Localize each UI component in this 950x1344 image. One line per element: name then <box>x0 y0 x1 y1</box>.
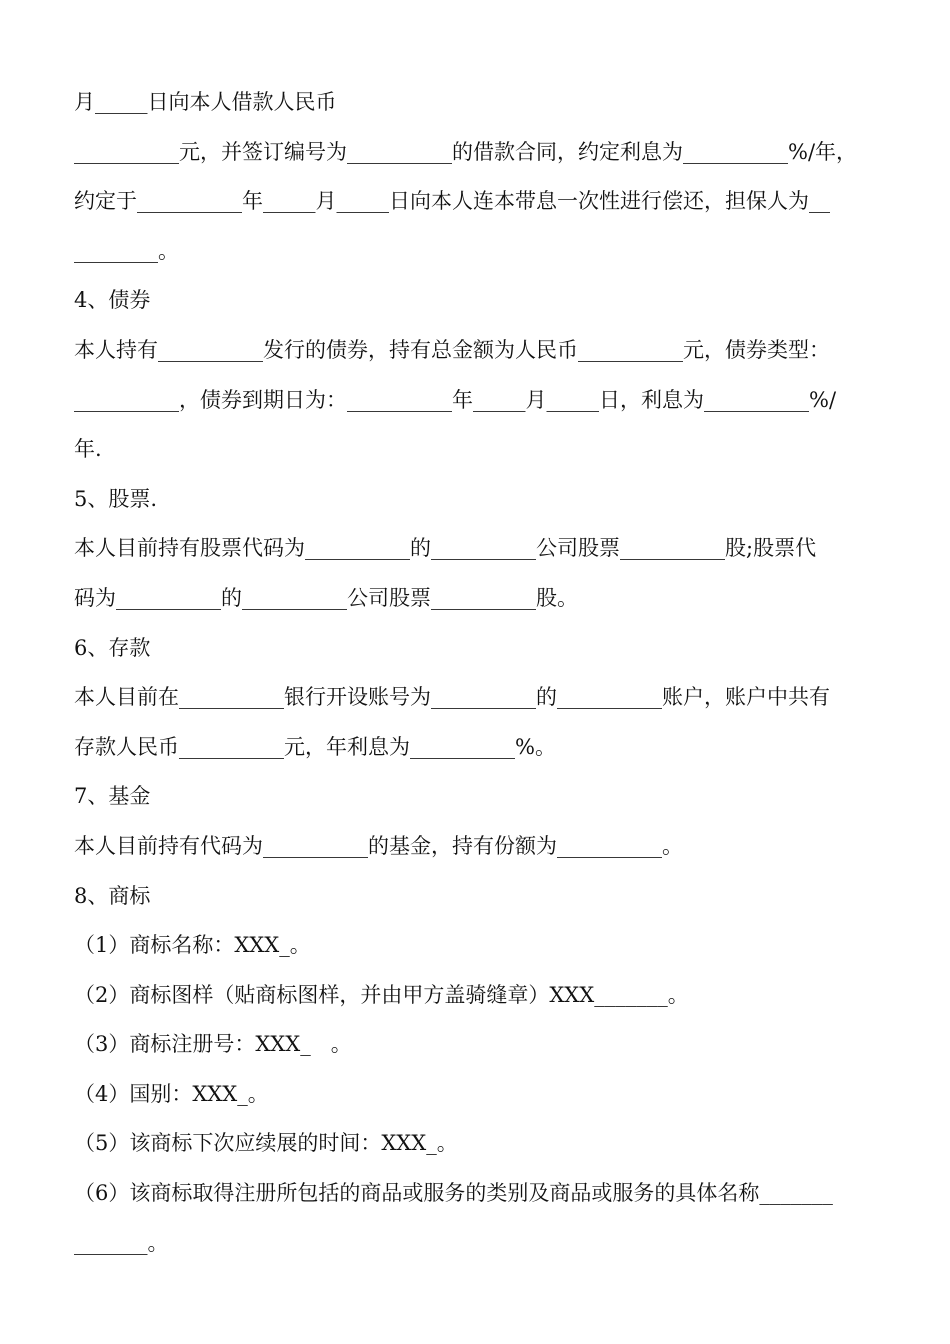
section-heading: 6、存款 <box>74 635 151 660</box>
list-item: （2）商标图样（贴商标图样，并由甲方盖骑缝章）XXX_______。 <box>74 982 689 1007</box>
list-item: （1）商标名称：XXX_。 <box>74 933 311 958</box>
text-line: 本人目前在__________银行开设账号为__________的__________账户，账户中共有 <box>74 685 830 710</box>
section-heading: 7、基金 <box>74 784 151 809</box>
text-line: 本人目前持有股票代码为__________的__________公司股票__________股;股票代 <box>74 536 817 561</box>
list-item: （3）商标注册号：XXX_ 。 <box>74 1032 352 1057</box>
text-line: ________。 <box>74 238 179 263</box>
text-line: __________元，并签订编号为__________的借款合同，约定利息为__________%/年， <box>74 139 858 164</box>
list-item: （4）国别：XXX_。 <box>74 1081 269 1106</box>
text-line: 码为__________的__________公司股票__________股。 <box>74 585 578 610</box>
document-page <box>74 84 880 1274</box>
section-heading: 5、股票. <box>74 486 158 511</box>
text-line: 约定于__________年_____月_____日向本人连本带息一次性进行偿还，担保人为__ <box>74 189 830 214</box>
text-line: 月_____日向本人借款人民币 <box>74 90 337 114</box>
text-line: 年. <box>74 437 102 462</box>
text-line: 存款人民币__________元，年利息为__________%。 <box>74 734 556 759</box>
text-line: _______。 <box>74 1230 169 1255</box>
section-heading: 4、债券 <box>74 288 151 313</box>
text-line: 本人持有__________发行的债券，持有总金额为人民币__________元，债券类型： <box>74 337 830 362</box>
list-item: （6）该商标取得注册所包括的商品或服务的类别及商品或服务的具体名称_______ <box>74 1181 833 1206</box>
text-line: __________，债券到期日为：__________年_____月_____日，利息为__________%/ <box>74 387 837 412</box>
text-line: 本人目前持有代码为__________的基金，持有份额为__________。 <box>74 833 683 858</box>
section-heading: 8、商标 <box>74 883 151 908</box>
list-item: （5）该商标下次应续展的时间：XXX_。 <box>74 1131 458 1156</box>
